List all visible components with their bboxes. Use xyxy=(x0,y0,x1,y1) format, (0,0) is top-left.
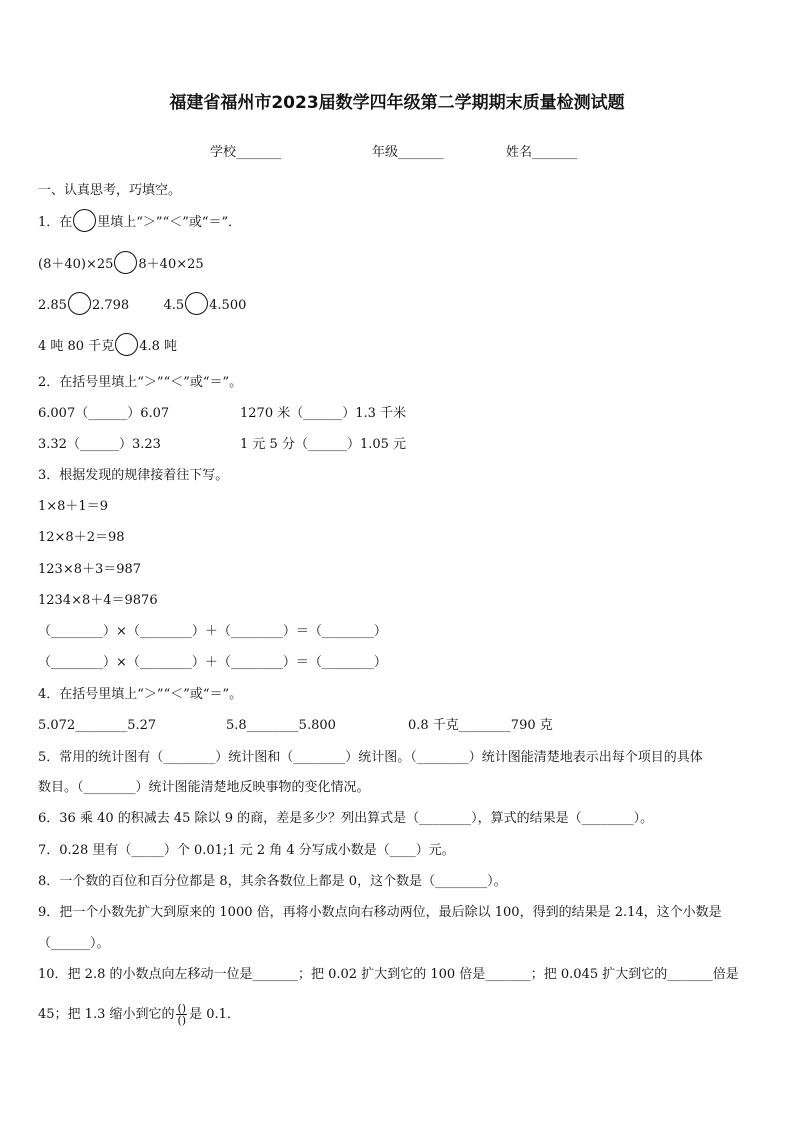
q1-r1-right: 8＋40×25 xyxy=(138,257,204,272)
q10-fraction[interactable] xyxy=(176,1003,187,1026)
q9-line2: （______）。 xyxy=(38,936,110,951)
q4-item-b: 5.8________5.800 xyxy=(226,718,336,733)
grade-blank: _______ xyxy=(398,145,444,160)
name-label: 姓名 xyxy=(506,145,533,160)
q6: 6．36 乘 40 的积减去 45 除以 9 的商，差是多少？列出算式是（________），算式的结果是（________）。 xyxy=(38,811,654,826)
q2-row1-right: 1270 米（______）1.3 千米 xyxy=(240,406,407,421)
q8: 8．一个数的百位和百分位都是 8，其余各数位上都是 0，这个数是（________）。 xyxy=(38,874,507,889)
q2-stem: 2．在括号里填上“＞”“＜”或“＝”。 xyxy=(38,375,243,390)
q4-item-c: 0.8 千克________790 克 xyxy=(408,718,553,733)
q3-answer-row1[interactable]: （________）×（________）＋（________）＝（________） xyxy=(38,624,387,639)
q1-stem-a: 1．在 xyxy=(38,215,73,230)
grade-field xyxy=(372,141,444,160)
page-title: 福建省福州市2023届数学四年级第二学期期末质量检测试题 xyxy=(169,93,625,113)
q3-line1: 1×8＋1＝9 xyxy=(38,499,108,514)
q4-item-a: 5.072________5.27 xyxy=(38,718,157,733)
q3-line3: 123×8＋3＝987 xyxy=(38,562,142,577)
q1-r2-circle1-icon[interactable] xyxy=(68,292,91,315)
q3-answer-row2[interactable]: （________）×（________）＋（________）＝（________） xyxy=(38,655,387,670)
q2-row2-right: 1 元 5 分（______）1.05 元 xyxy=(240,437,407,452)
q1-r3-circle-icon[interactable] xyxy=(115,333,138,356)
q5-line2: 数目。（________）统计图能清楚地反映事物的变化情况。 xyxy=(38,780,370,795)
q7: 7．0.28 里有（_____）个 0.01;1 元 2 角 4 分写成小数是（____）元。 xyxy=(38,843,455,858)
grade-label: 年级 xyxy=(372,145,399,160)
q2-row1-left: 6.007（______）6.07 xyxy=(38,406,170,421)
q1-r3-left: 4 吨 80 千克 xyxy=(38,339,115,354)
school-field xyxy=(210,141,282,160)
q10-fraction-numerator: () xyxy=(177,1002,187,1015)
q1-r2-d: 4.500 xyxy=(209,298,247,313)
q1-r1-left: (8＋40)×25 xyxy=(38,257,114,272)
name-field xyxy=(506,141,578,160)
school-label: 学校 xyxy=(210,145,237,160)
q1-row2 xyxy=(38,296,246,315)
q4-stem: 4．在括号里填上“＞”“＜”或“＝”。 xyxy=(38,687,243,702)
q10-line2-b: 是 0.1． xyxy=(189,1007,240,1022)
q1-r3-right: 4.8 吨 xyxy=(139,339,178,354)
q1-row1 xyxy=(38,255,204,274)
q1-circle-icon xyxy=(73,209,96,232)
q1-r2-circle2-icon[interactable] xyxy=(185,292,208,315)
q1-stem-b: 里填上“＞”“＜”或“＝”． xyxy=(97,215,242,230)
q3-stem: 3．根据发现的规律接着往下写。 xyxy=(38,468,229,483)
q1-stem xyxy=(38,213,241,232)
q10-line2 xyxy=(38,1003,240,1026)
q3-line2: 12×8＋2＝98 xyxy=(38,530,125,545)
q1-r2-a: 2.85 xyxy=(38,298,67,313)
q1-row3 xyxy=(38,337,177,356)
name-blank: _______ xyxy=(532,145,578,160)
q5-line1: 5．常用的统计图有（________）统计图和（________）统计图。（________）统计图能清楚地表示出每个项目的具体 xyxy=(38,750,703,765)
school-blank: _______ xyxy=(236,145,282,160)
q10-line2-a: 45；把 1.3 缩小到它的 xyxy=(38,1007,175,1022)
q10-line1: 10．把 2.8 的小数点向左移动一位是_______；把 0.02 扩大到它的 100 倍是_______；把 0.045 扩大到它的_______倍是 xyxy=(38,967,739,982)
q1-r1-circle-icon[interactable] xyxy=(114,251,137,274)
q9-line1: 9．把一个小数先扩大到原来的 1000 倍，再将小数点向右移动两位，最后除以 100，得到的结果是 2.14，这个小数是 xyxy=(38,905,722,920)
q2-row2-left: 3.32（______）3.23 xyxy=(38,437,161,452)
q3-line4: 1234×8＋4＝9876 xyxy=(38,593,158,608)
q1-r2-c: 4.5 xyxy=(163,298,185,313)
section-heading: 一、认真思考，巧填空。 xyxy=(38,183,182,198)
q1-r2-b: 2.798 xyxy=(91,298,130,313)
q10-fraction-denominator: () xyxy=(177,1014,187,1027)
